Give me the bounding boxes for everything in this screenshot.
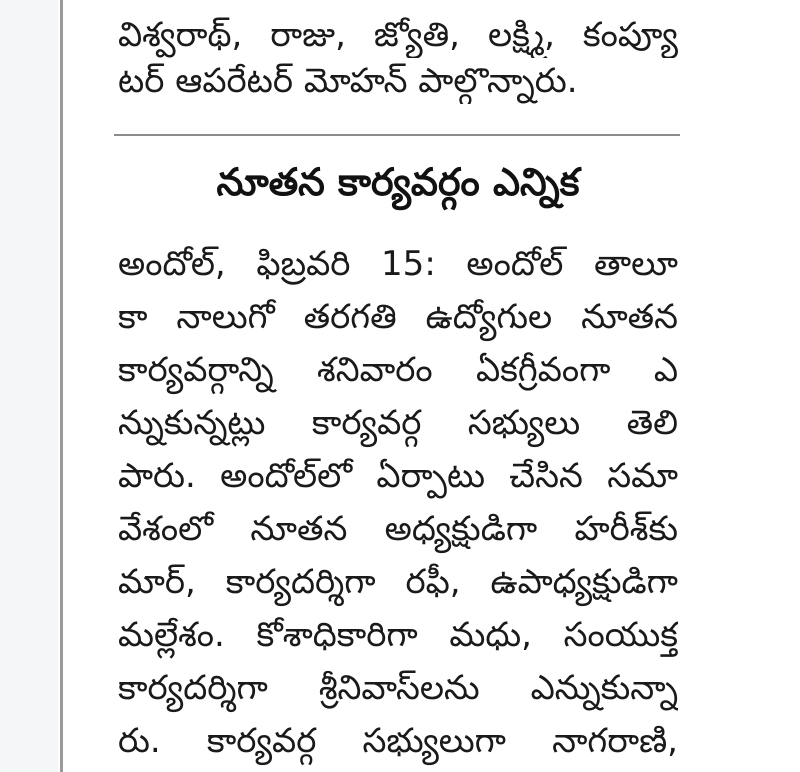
text-line: విశ్వరాథ్, రాజు, జ్యోతి, లక్ష్మి, కంప్యూ (118, 15, 678, 55)
text-line: కార్యవర్గాన్ని శనివారం ఏకగ్రీవంగా ఎ (118, 350, 678, 390)
previous-article-ending (118, 12, 678, 104)
article-body (118, 238, 678, 768)
text-line: మార్, కార్యదర్శిగా రఫీ, ఉపాధ్యక్షుడిగా (118, 562, 678, 602)
text-line: టర్ ఆపరేటర్ మోహన్ పాల్గొన్నారు. (118, 61, 578, 101)
text-line: మల్లేశం. కోశాధికారిగా మధు, సంయుక్త (118, 615, 678, 655)
article-separator (114, 134, 680, 136)
left-margin (0, 0, 58, 772)
text-line: న్నుకున్నట్లు కార్యవర్గ సభ్యులు తెలి (118, 403, 678, 443)
text-line: రు. కార్యవర్గ సభ్యులుగా నాగరాణి, (118, 721, 678, 761)
text-line: కార్యదర్శిగా శ్రీనివాస్‌లను ఎన్నుకున్నా (118, 668, 678, 708)
text-line: కా నాలుగో తరగతి ఉద్యోగుల నూతన (118, 297, 678, 337)
text-line: పారు. అందోల్‌లో ఏర్పాటు చేసిన సమా (118, 456, 678, 496)
text-line: వేశంలో నూతన అధ్యక్షుడిగా హరీశ్‌కు (118, 509, 678, 549)
column-divider (60, 0, 63, 772)
text-line: అందోల్, ఫిబ్రవరి 15: అందోల్ తాలూ (118, 244, 678, 284)
article-headline: నూతన కార్యవర్గం ఎన్నిక (216, 160, 580, 204)
